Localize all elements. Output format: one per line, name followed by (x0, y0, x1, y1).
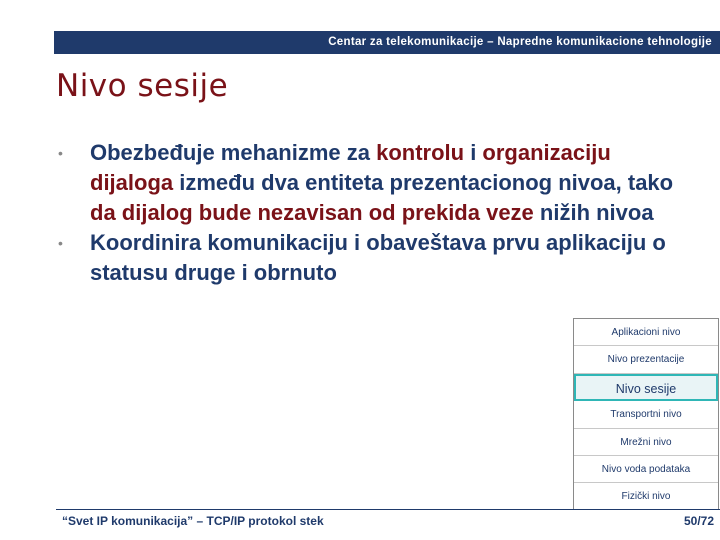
bullet-item (58, 138, 688, 228)
bullet-text: Obezbeđuje mehanizme za (90, 140, 377, 165)
bullet-highlight-text: organizaciju dijaloga (90, 140, 611, 195)
stack-layer: Fizički nivo (621, 491, 671, 503)
bullet-dot-icon: • (58, 145, 63, 161)
bullet-highlight-text: kontrolu (376, 140, 465, 165)
stack-layer-active: Nivo sesije (574, 374, 718, 401)
header-text: Centar za telekomunikacije – Napredne komunikacione tehnologije (328, 36, 712, 48)
page-number: 50/72 (683, 514, 714, 528)
stack-layer: Mrežni nivo (574, 429, 718, 456)
bullet-list (58, 138, 688, 288)
footer-caption: “Svet IP komunikacija” – TCP/IP protokol stek (62, 514, 324, 528)
footer-divider (56, 509, 720, 510)
bullet-text: Koordinira komunikaciju i obaveštava prvu aplikaciju o statusu druge i obrnuto (90, 230, 666, 285)
header-bar (54, 31, 720, 54)
bullet-highlight-text: da dijalog bude nezavisan od prekida veze (90, 200, 534, 225)
protocol-stack-diagram (573, 318, 719, 510)
stack-layer: Nivo voda podataka (574, 456, 718, 483)
bullet-text: nižih nivoa (533, 200, 654, 225)
slide-title: Nivo sesije (56, 68, 229, 104)
bullet-text: između dva entiteta prezentacionog nivoa, tako (173, 170, 674, 195)
bullet-text: i (464, 140, 483, 165)
bullet-dot-icon: • (58, 235, 63, 251)
stack-layer: Aplikacioni nivo (574, 319, 718, 346)
bullet-item (58, 228, 688, 288)
stack-layer: Nivo prezentacije (574, 346, 718, 373)
stack-layer: Transportni nivo (574, 401, 718, 428)
